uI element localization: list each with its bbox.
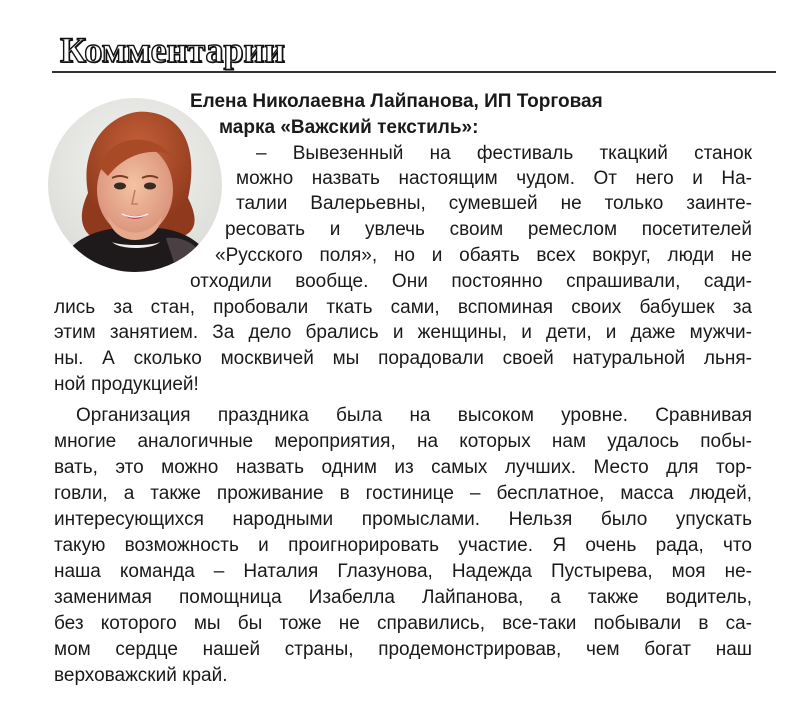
text-line: многие аналогичные мероприятия, на которых нам удалось побы- [54,431,752,452]
text-line: интересующихся народными промыслами. Нельзя было упускать [54,509,752,530]
text-line: без которого мы бы тоже не справились, все-таки побывали в са- [54,613,752,634]
text-line: можно назвать настоящим чудом. От него и На- [236,168,752,189]
author-name: Елена Николаевна Лайпанова, ИП Торговая [190,91,603,112]
text-line: лись за стан, пробовали ткать сами, вспоминая своих бабушек за [54,297,752,318]
text-line: ресовать и увлечь своим ремеслом посетителей [225,219,752,240]
text-line: вать, это можно назвать одним из самых лучших. Место для тор- [54,457,752,478]
text-line: талии Валерьевны, сумевшей не только заинте- [236,193,752,214]
text-line: этим занятием. За дело брались и женщины, и дети, и даже мужчи- [54,322,752,343]
section-title: Комментарии [60,30,286,70]
text-line: говли, а также проживание в гостинице – бесплатное, масса людей, [54,483,752,504]
text-line: ны. А сколько москвичей мы порадовали своей натуральной льня- [54,348,752,369]
text-line: ной продукцией! [54,374,199,395]
header-rule [52,71,776,73]
text-line: отходили вообще. Они постоянно спрашивали, сади- [190,271,752,292]
text-line: мом сердце нашей страны, продемонстрировав, чем богат наш [54,639,752,660]
text-line: Организация праздника была на высоком уровне. Сравнивая [76,405,752,426]
text-line: заменимая помощница Изабелла Лайпанова, а также водитель, [54,587,752,608]
author-portrait [48,98,222,272]
text-line: такую возможность и проигнорировать участие. Я очень рада, что [54,535,752,556]
text-line: – Вывезенный на фестиваль ткацкий станок [256,143,752,164]
text-line: верховажский край. [54,665,228,686]
text-line: наша команда – Наталия Глазунова, Надежда Пустырева, моя не- [54,561,752,582]
text-line: «Русского поля», но и обаять всех вокруг, люди не [215,245,752,266]
author-role: марка «Важский текстиль»: [219,117,479,138]
